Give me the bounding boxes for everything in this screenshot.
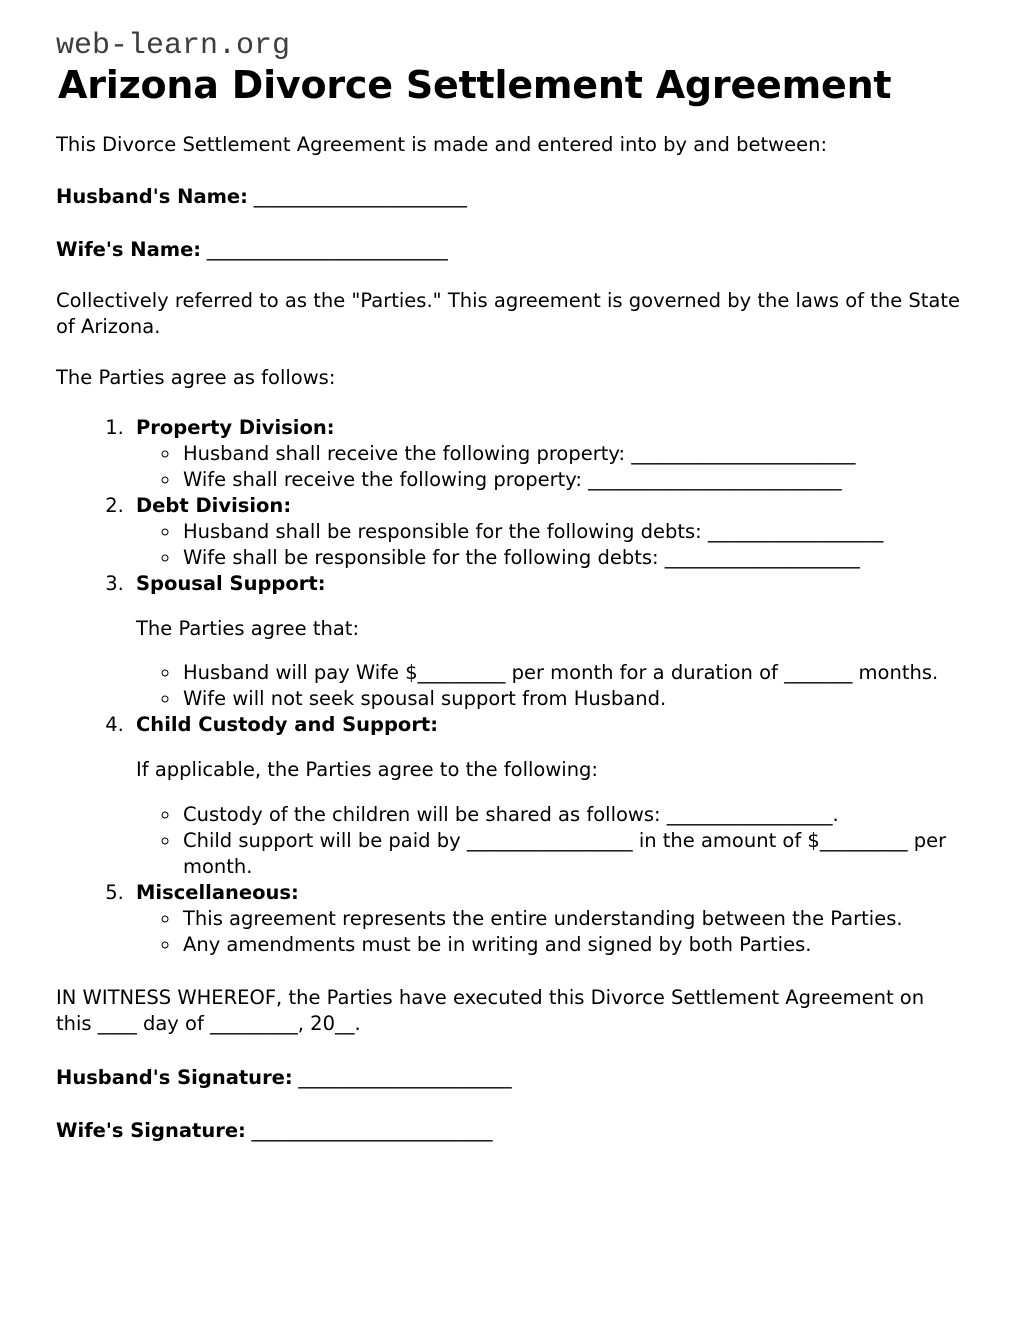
section-items-list — [136, 441, 965, 493]
section-debt-division — [130, 493, 965, 571]
section-items-list — [136, 802, 965, 880]
section-title: Spousal Support: — [136, 571, 326, 595]
section-property-division — [130, 415, 965, 493]
section-title: Debt Division: — [136, 493, 292, 517]
agreement-lead-paragraph: The Parties agree as follows: — [56, 366, 336, 390]
wife-name-blank[interactable]: __________________________ — [201, 238, 448, 262]
list-item: ◦ Husband shall be responsible for the following debts: __________________ — [181, 519, 965, 545]
section-child-custody-and-support — [130, 712, 965, 880]
list-item: ◦ Wife shall be responsible for the following debts: ____________________ — [181, 545, 965, 571]
list-item: ◦ Wife will not seek spousal support from Husband. — [181, 686, 965, 712]
list-item: ◦ Custody of the children will be shared as follows: _________________. — [181, 802, 965, 828]
husband-name-blank[interactable]: _______________________ — [247, 185, 467, 209]
list-item: ◦ Husband will pay Wife $_________ per month for a duration of _______ months. — [181, 660, 965, 686]
wife-signature-field — [56, 1118, 965, 1144]
husband-name-label: Husband's Name: — [56, 185, 248, 209]
section-items-list — [136, 906, 965, 958]
section-spousal-support — [130, 571, 965, 713]
section-miscellaneous — [130, 880, 965, 958]
section-items-list — [136, 519, 965, 571]
section-intro: If applicable, the Parties agree to the following: — [136, 758, 599, 782]
section-title: Child Custody and Support: — [136, 713, 439, 737]
husband-signature-blank[interactable]: _______________________ — [292, 1065, 512, 1089]
wife-signature-label: Wife's Signature: — [56, 1119, 246, 1143]
section-items-list — [136, 660, 965, 712]
page-title: Arizona Divorce Settlement Agreement — [58, 63, 892, 107]
governing-law-paragraph: Collectively referred to as the "Parties." This agreement is governed by the laws of the State of Arizona. — [56, 289, 961, 339]
husband-signature-label: Husband's Signature: — [56, 1065, 293, 1089]
section-title: Property Division: — [136, 416, 335, 440]
section-intro: The Parties agree that: — [136, 616, 360, 640]
wife-name-label: Wife's Name: — [56, 238, 202, 262]
witness-paragraph: IN WITNESS WHEREOF, the Parties have executed this Divorce Settlement Agreement on this ____ day of _________, 20__. — [56, 985, 925, 1035]
list-item: ◦ This agreement represents the entire understanding between the Parties. — [181, 906, 965, 932]
wife-signature-blank[interactable]: __________________________ — [245, 1119, 493, 1143]
husband-signature-field — [56, 1065, 965, 1091]
agreement-sections-list — [56, 415, 965, 958]
list-item: ◦ Husband shall receive the following property: _______________________ — [181, 441, 965, 467]
wife-name-field — [56, 237, 965, 263]
husband-name-field — [56, 184, 965, 210]
intro-paragraph: This Divorce Settlement Agreement is made and entered into by and between: — [56, 132, 828, 156]
list-item: ◦ Any amendments must be in writing and signed by both Parties. — [181, 932, 965, 958]
section-title: Miscellaneous: — [136, 880, 299, 904]
list-item: ◦ Child support will be paid by _________________ in the amount of $_________ per month. — [181, 828, 965, 880]
list-item: ◦ Wife shall receive the following property: __________________________ — [181, 467, 965, 493]
site-watermark: web-learn.org — [56, 29, 291, 63]
